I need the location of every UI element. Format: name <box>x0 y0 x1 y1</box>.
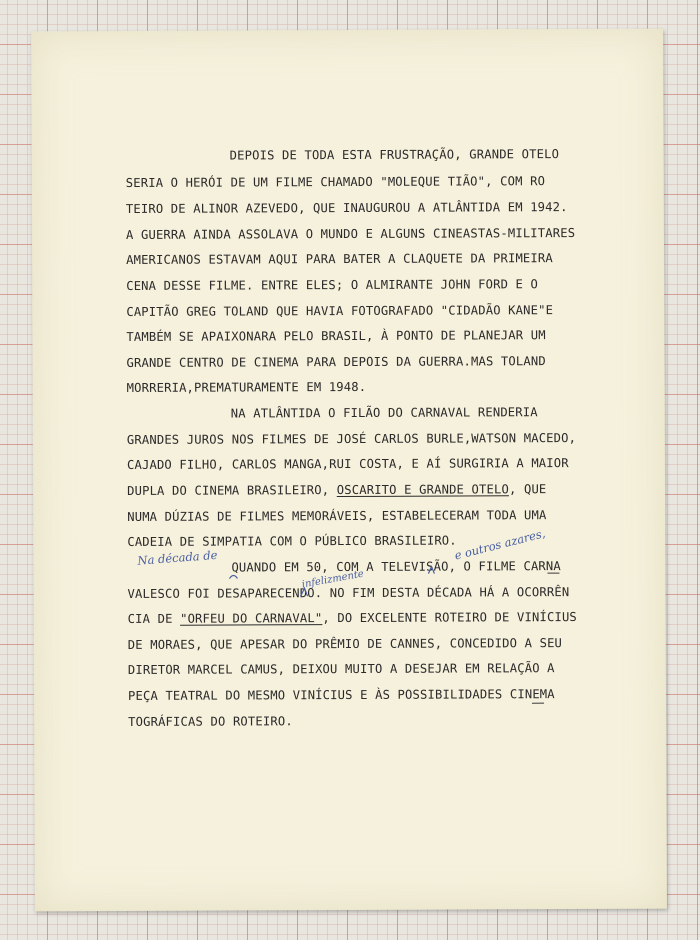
text-line: TEIRO DE ALINOR AZEVEDO, QUE INAUGUROU A ATLÂNTIDA EM 1942. <box>125 200 568 216</box>
text-line: CAJADO FILHO, CARLOS MANGA,RUI COSTA, E AÍ SURGIRIA A MAIOR <box>126 456 569 472</box>
insertion-caret <box>229 575 237 578</box>
text-line: NUMA DÚZIAS DE FILMES MEMORÁVEIS, ESTABELECERAM TODA UMA <box>127 508 547 524</box>
text-span: DUPLA DO CINEMA BRASILEIRO, <box>127 483 337 498</box>
handwritten-note: Na década de <box>136 547 218 568</box>
underlined-title: "ORFEU DO CARNAVAL" <box>180 611 323 626</box>
text-line: AMERICANOS ESTAVAM AQUI PARA BATER A CLAQUETE DA PRIMEIRA <box>126 251 553 267</box>
text-line: CENA DESSE FILME. ENTRE ELES; O ALMIRANTE JOHN FORD E O <box>126 277 539 293</box>
text-line: DE MORAES, QUE APESAR DO PRÊMIO DE CANNES, CONCEDIDO A SEU <box>127 636 563 652</box>
pen-marks <box>31 29 667 912</box>
typed-sheet <box>31 29 667 912</box>
text-line: TAMBÉM SE APAIXONARA PELO BRASIL, À PONTO DE PLANEJAR UM <box>126 328 546 344</box>
text-line: DIRETOR MARCEL CAMUS, DEIXOU MUITO A DESEJAR EM RELAÇÃO A <box>127 661 555 677</box>
handwritten-note: infelizmente <box>300 568 365 591</box>
insertion-caret <box>301 588 308 596</box>
text-line: CADEIA DE SIMPATIA COM O PÚBLICO BRASILEIRO. <box>127 533 457 549</box>
typed-text <box>31 29 667 912</box>
text-line: GRANDE CENTRO DE CINEMA PARA DEPOIS DA GUERRA.MAS TOLAND <box>126 354 546 370</box>
text-line: PEÇA TEATRAL DO MESMO VINÍCIUS E ÀS POSSIBILIDADES CINEMA <box>127 687 555 703</box>
text-line: SERIA O HERÓI DE UM FILME CHAMADO "MOLEQUE TIÃO", COM RO <box>125 174 546 190</box>
text-span: , QUE <box>508 482 547 497</box>
underlined-names: OSCARITO E GRANDE OTELO <box>336 482 509 498</box>
text-line: DEPOIS DE TODA ESTA FRUSTRAÇÃO, GRANDE OTELO <box>229 147 560 163</box>
text-line: GRANDES JUROS NOS FILMES DE JOSÉ CARLOS BURLE,WATSON MACEDO, <box>126 431 577 447</box>
text-line: VALESCO FOI DESAPARECENDO. NO FIM DESTA DÉCADA HÁ A OCORRÊN <box>127 585 570 601</box>
text-line: MORRERIA,PREMATURAMENTE EM 1948. <box>126 379 367 395</box>
text-span: CIA DE <box>127 611 181 626</box>
text-line: TOGRÁFICAS DO ROTEIRO. <box>128 714 293 729</box>
text-line: NA ATLÂNTIDA O FILÃO DO CARNAVAL RENDERIA <box>230 405 538 421</box>
handwritten-note: e outros azares, <box>453 526 547 563</box>
insertion-caret <box>428 567 434 574</box>
text-line: QUANDO EM 50, COM A TELEVISÃO, O FILME CARNA <box>231 559 561 575</box>
text-line: CAPITÃO GREG TOLAND QUE HAVIA FOTOGRAFADO "CIDADÃO KANE"E <box>126 303 554 319</box>
text-line: A GUERRA AINDA ASSOLAVA O MUNDO E ALGUNS CINEASTAS-MILITARES <box>125 226 576 242</box>
text-span: , DO EXCELENTE ROTEIRO DE VINÍCIUS <box>322 610 577 626</box>
